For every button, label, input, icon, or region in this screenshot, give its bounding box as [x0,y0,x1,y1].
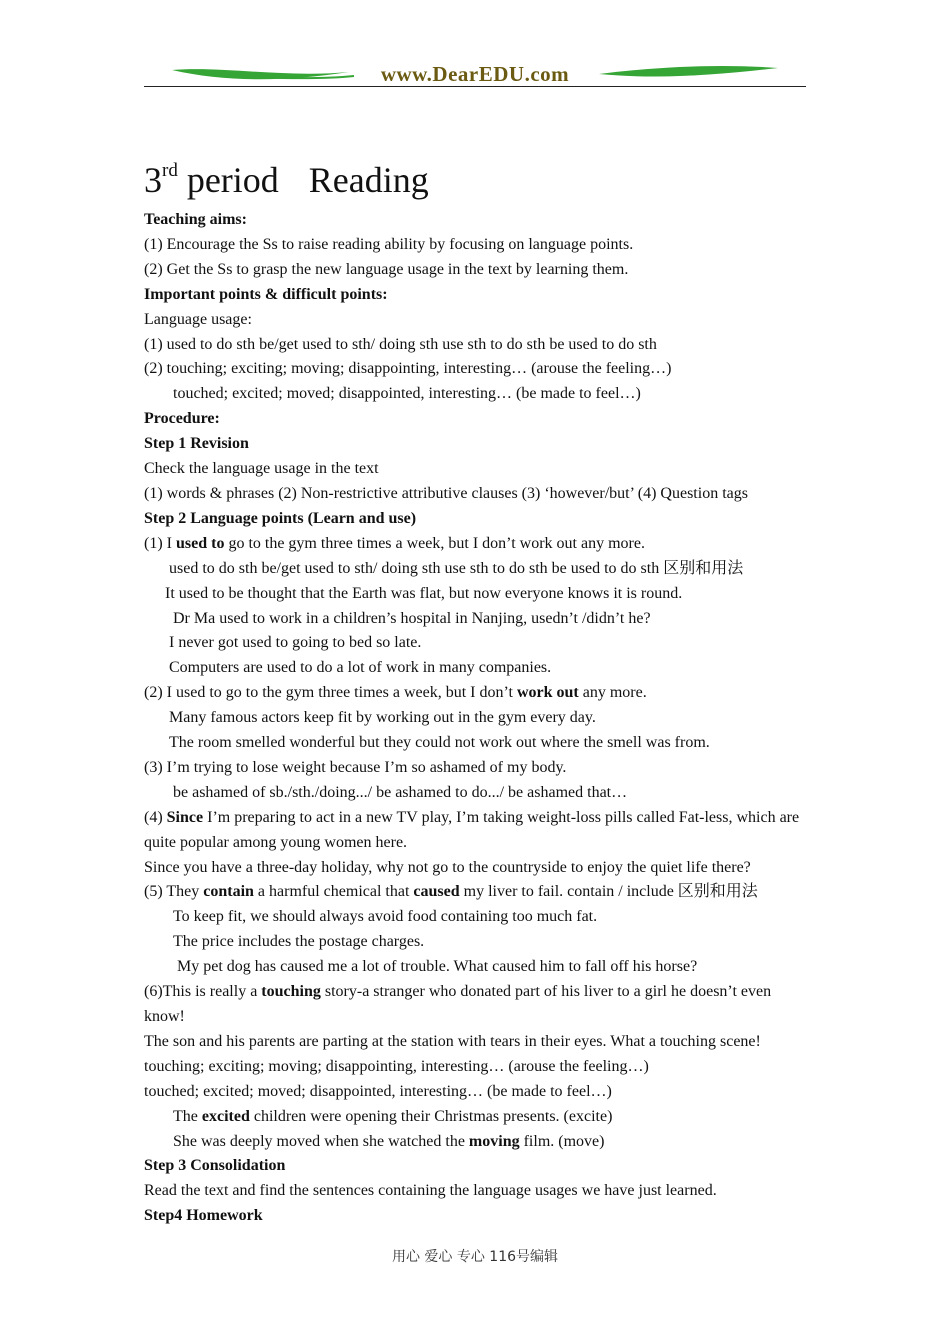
point-4-line: Since you have a three-day holiday, why not go to the countryside to enjoy the quiet life there? [144,858,751,876]
point-1-line: It used to be thought that the Earth was flat, but now everyone knows it is round. [165,584,683,602]
point-4-sentence: (4) Since I’m preparing to act in a new TV play, I’m taking weight-loss pills called Fat-less, which are quite popular among young women here. [144,808,800,851]
point-2-line: Many famous actors keep fit by working out in the gym every day. [169,709,596,727]
step3-line: Read the text and find the sentences containing the language usages we have just learned. [144,1182,717,1200]
point-2-sentence: (2) I used to go to the gym three times a week, but I don’t work out any more. [144,684,647,702]
point-6-line: touching; exciting; moving; disappointing, interesting… (arouse the feeling…) [144,1057,649,1075]
site-logo-text[interactable]: www.DearEDU.com [380,62,570,86]
point-5-line: To keep fit, we should always avoid food containing too much fat. [173,908,598,926]
point-1-line: Dr Ma used to work in a children’s hospital in Nanjing, usedn’t /didn’t he? [173,609,651,627]
point-6-example: She was deeply moved when she watched the moving film. (move) [173,1132,605,1150]
step3-heading: Step 3 Consolidation [144,1157,286,1175]
point-6-example: The excited children were opening their Christmas presents. (excite) [173,1107,613,1125]
point-6-line: The son and his parents are parting at the station with tears in their eyes. What a touching scene! [144,1032,761,1050]
step1-line: Check the language usage in the text [144,460,379,478]
points-line: (2) touching; exciting; moving; disappointing, interesting… (arouse the feeling…) [144,360,672,378]
step1-line: (1) words & phrases (2) Non-restrictive attributive clauses (3) ‘however/but’ (4) Question tags [144,484,748,502]
point-1-sentence: (1) I used to go to the gym three times a week, but I don’t work out any more. [144,534,645,552]
page-title: 3rd period Reading [144,160,429,200]
point-1-line: Computers are used to do a lot of work in many companies. [169,659,552,677]
point-1-line: I never got used to going to bed so late. [169,634,422,652]
lesson-content [144,150,808,1229]
point-6-line: touched; excited; moved; disappointed, interesting… (be made to feel…) [144,1082,612,1100]
step1-heading: Step 1 Revision [144,435,249,453]
page-header [144,60,806,90]
point-1-line: used to do sth be/get used to sth/ doing sth use sth to do sth be used to do sth 区别和用法 [169,559,744,577]
aim-item: (2) Get the Ss to grasp the new language usage in the text by learning them. [144,260,629,278]
procedure-heading: Procedure: [144,410,220,428]
points-label: Language usage: [144,310,252,328]
points-heading: Important points & difficult points: [144,285,388,303]
point-5-line: My pet dog has caused me a lot of trouble. What caused him to fall off his horse? [177,958,698,976]
point-3-line: be ashamed of sb./sth./doing.../ be ashamed to do.../ be ashamed that… [173,783,628,801]
point-6-sentence: (6)This is really a touching story-a stranger who donated part of his liver to a girl he doesn’t even know! [144,983,772,1025]
points-line: touched; excited; moved; disappointed, interesting… (be made to feel…) [173,385,641,403]
step2-heading: Step 2 Language points (Learn and use) [144,509,417,527]
point-3-sentence: (3) I’m trying to lose weight because I’m so ashamed of my body. [144,758,567,776]
step4-heading: Step4 Homework [144,1207,263,1225]
points-line: (1) used to do sth be/get used to sth/ doing sth use sth to do sth be used to do sth [144,335,657,353]
page-footer: 用心 爱心 专心 116号编辑 [391,1249,559,1265]
point-2-line: The room smelled wonderful but they could not work out where the smell was from. [169,734,710,752]
aim-item: (1) Encourage the Ss to raise reading ability by focusing on language points. [144,235,634,253]
header-rule [144,86,806,87]
point-5-sentence: (5) They contain a harmful chemical that caused my liver to fail. contain / include 区别和用法 [144,883,758,901]
aims-heading: Teaching aims: [144,211,247,228]
point-5-line: The price includes the postage charges. [173,933,425,951]
